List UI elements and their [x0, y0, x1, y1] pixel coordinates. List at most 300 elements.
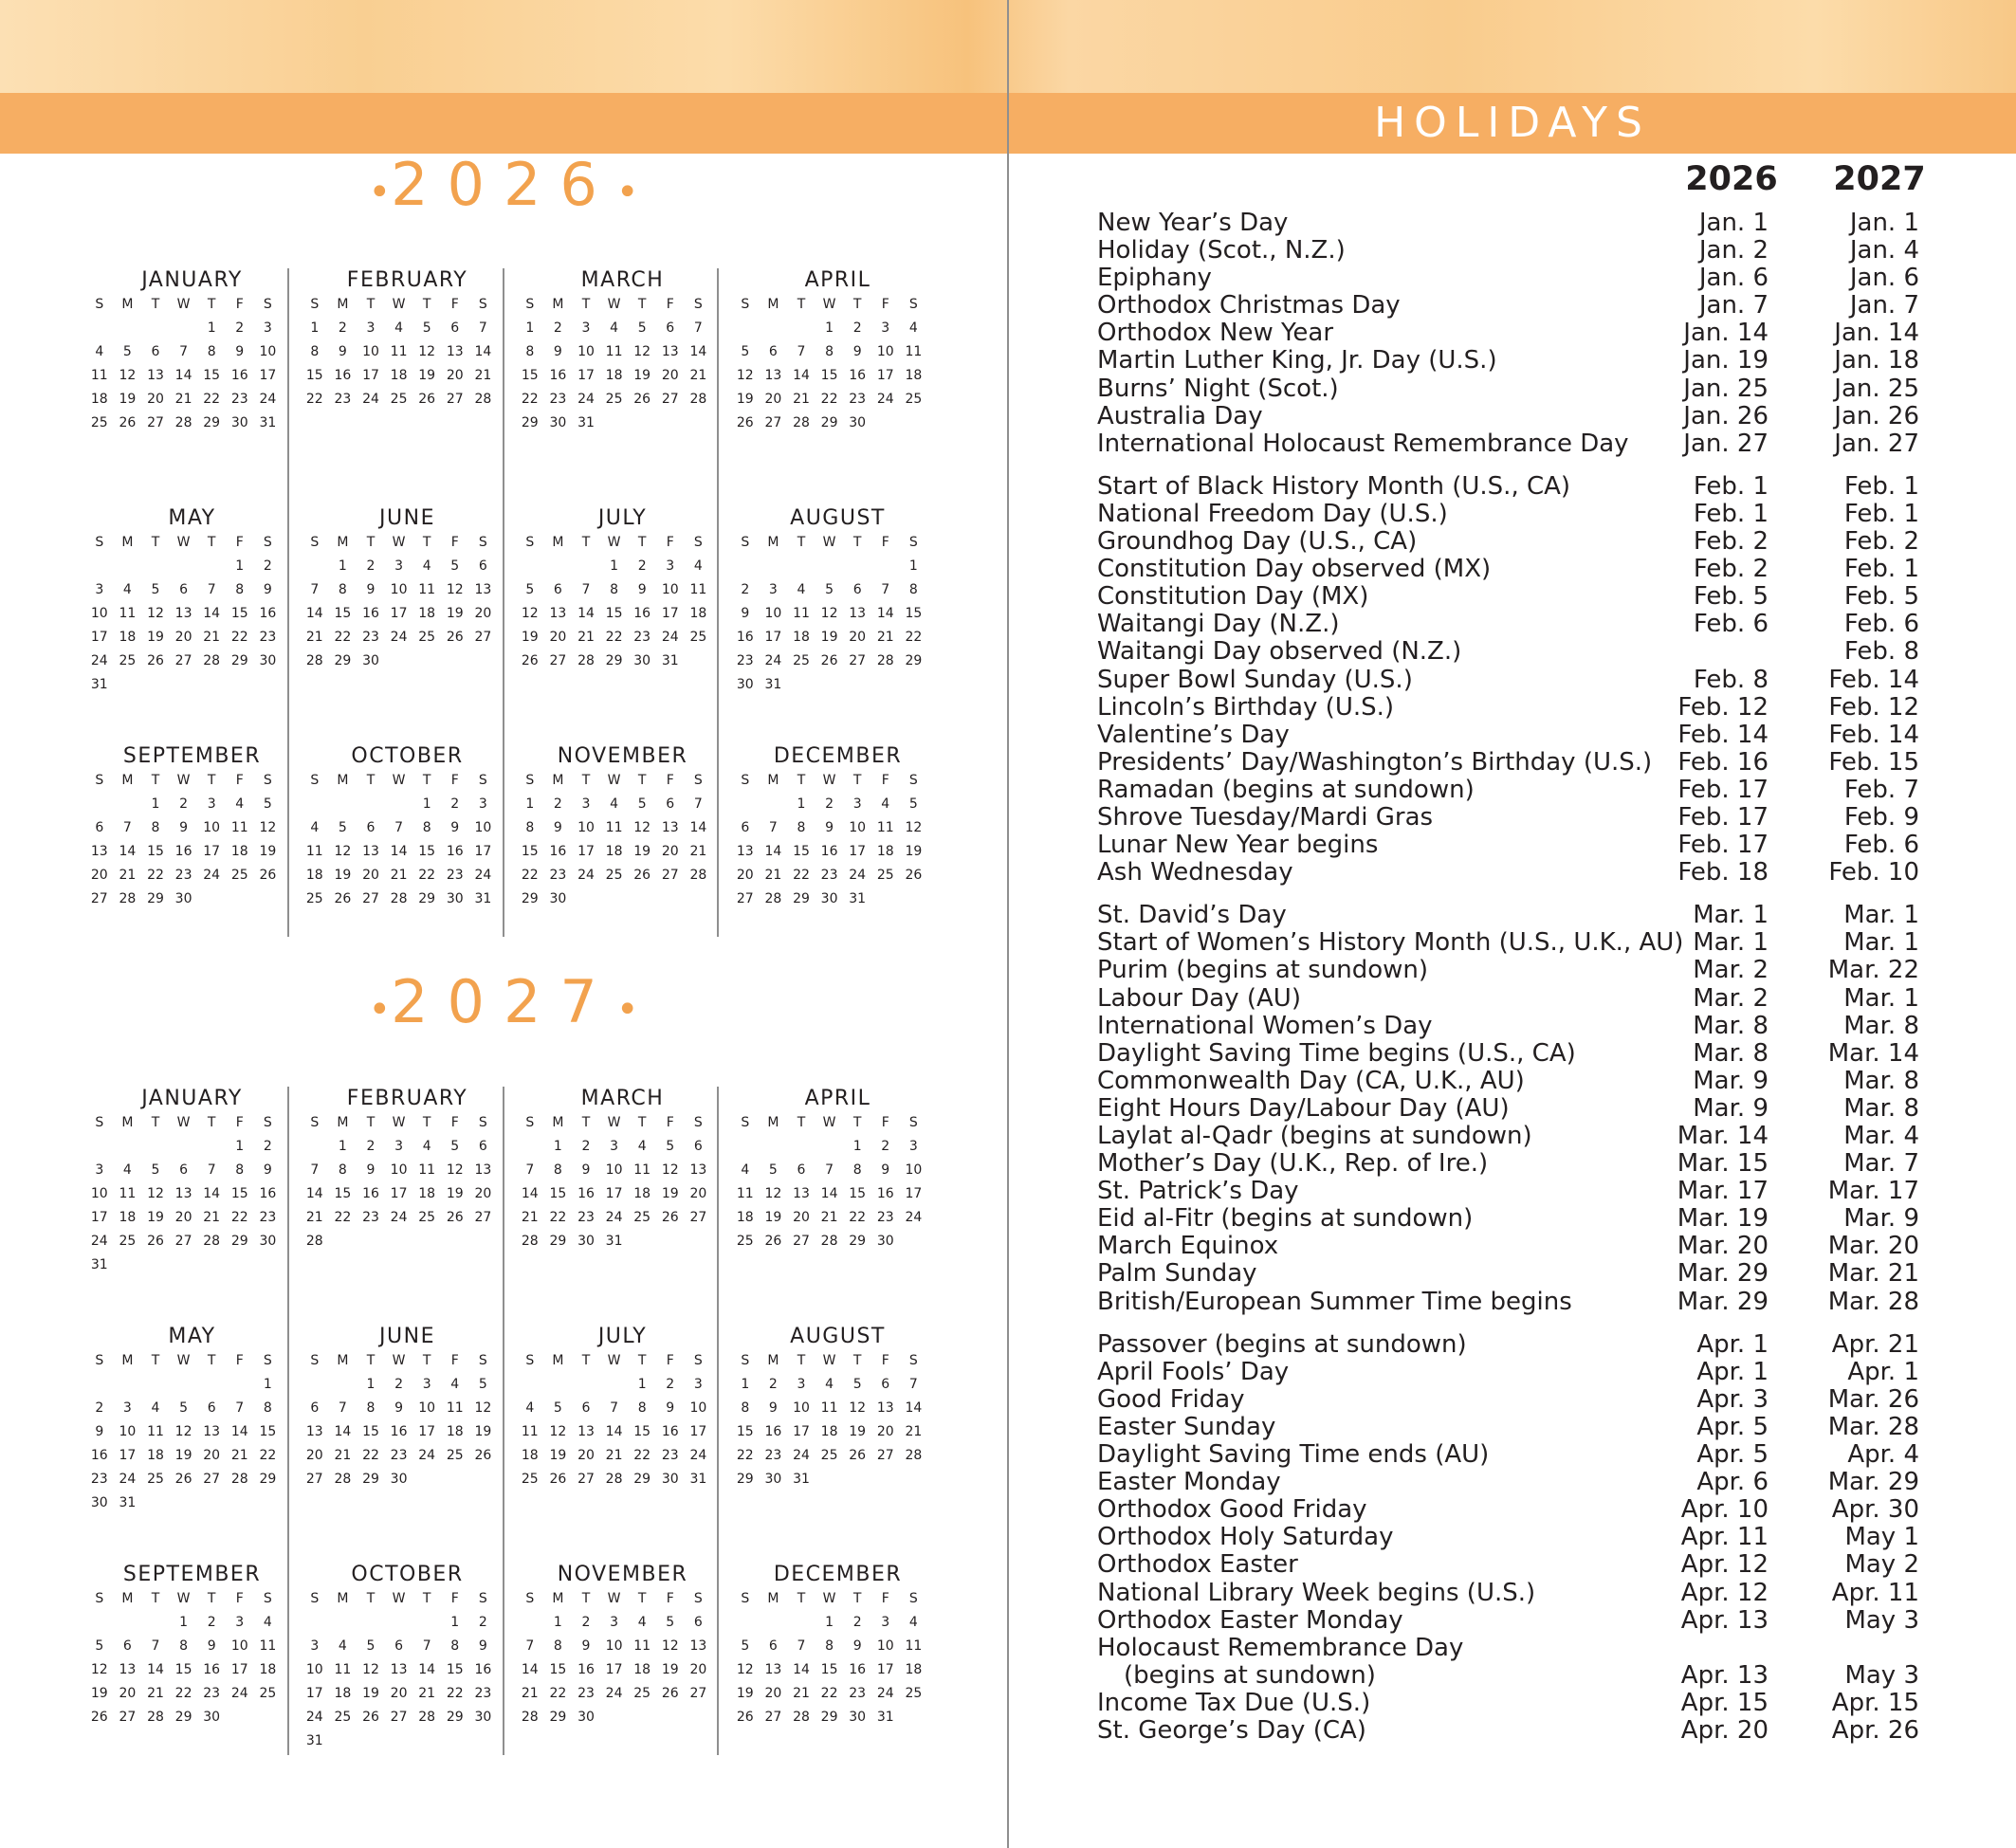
day-cell	[600, 1706, 629, 1729]
day-cell: 4	[338, 1638, 347, 1654]
day-cell: 28	[305, 653, 323, 668]
week-row	[301, 840, 514, 864]
day-cell: 15	[334, 606, 352, 621]
weekday-label: S	[310, 1353, 320, 1368]
day-cell: 27	[764, 1710, 782, 1725]
day-cell: 7	[797, 344, 806, 359]
day-cell	[114, 317, 142, 340]
day-cell	[301, 1373, 329, 1397]
weekday-label: F	[666, 1591, 674, 1606]
day-cell	[572, 887, 600, 911]
day-cell: 29	[203, 415, 221, 430]
day-cell: 2	[553, 320, 562, 336]
weekday-label: M	[767, 297, 779, 312]
year-label: 2027	[391, 967, 616, 1036]
holiday-date-2026: Mar. 8	[1693, 1038, 1769, 1068]
day-cell: 11	[820, 1400, 838, 1416]
holiday-date-2026: Apr. 1	[1696, 1329, 1769, 1359]
day-cell: 19	[362, 1686, 379, 1701]
day-cell: 13	[736, 844, 754, 859]
day-cell: 13	[689, 1162, 707, 1178]
week-row	[731, 793, 944, 816]
week-row	[301, 317, 514, 340]
day-cell: 27	[174, 653, 192, 668]
day-cell: 11	[905, 1638, 923, 1654]
day-cell	[357, 1611, 385, 1635]
week-row	[301, 340, 514, 364]
day-cell	[516, 555, 544, 578]
day-cell: 9	[666, 1400, 675, 1416]
day-cell	[114, 1253, 142, 1277]
day-cell: 4	[693, 558, 703, 574]
weekday-label: W	[607, 1591, 621, 1606]
month-july	[516, 1325, 729, 1491]
day-cell: 19	[661, 1662, 679, 1677]
day-cell: 1	[263, 1377, 272, 1392]
holiday-date-2027: Jan. 4	[1849, 236, 1919, 265]
day-cell: 9	[366, 1162, 376, 1178]
holiday-date-2026: Feb. 1	[1693, 471, 1769, 501]
day-cell	[787, 1135, 816, 1159]
week-row	[85, 1206, 299, 1230]
day-cell: 30	[549, 891, 567, 906]
day-cell: 27	[849, 653, 867, 668]
day-cell	[572, 1373, 600, 1397]
week-row	[301, 816, 514, 840]
day-cell: 12	[446, 582, 464, 597]
weekday-label: S	[525, 297, 535, 312]
week-row	[85, 1682, 299, 1706]
holiday-name: Presidents’ Day/Washington’s Birthday (U.S.)	[1097, 747, 1653, 777]
week-row	[85, 1135, 299, 1159]
day-cell: 18	[905, 368, 923, 383]
day-cell	[685, 650, 713, 673]
day-cell	[329, 1230, 357, 1253]
weekday-label: F	[450, 297, 459, 312]
day-cell: 6	[122, 1638, 132, 1654]
weekday-label: S	[693, 1115, 703, 1130]
day-cell: 10	[203, 820, 221, 835]
day-cell: 19	[849, 1424, 867, 1439]
day-cell: 29	[521, 891, 539, 906]
day-cell: 24	[605, 1210, 623, 1225]
holiday-date-2027: May 1	[1844, 1523, 1919, 1552]
day-cell: 18	[736, 1210, 754, 1225]
holiday-date-2027: Mar. 28	[1827, 1412, 1919, 1441]
day-cell: 8	[179, 1638, 189, 1654]
day-cell: 12	[418, 344, 436, 359]
day-cell	[85, 317, 114, 340]
week-row	[516, 364, 729, 388]
month-march	[516, 1087, 729, 1253]
weekday-label: T	[637, 1591, 647, 1606]
holiday-row	[1097, 1386, 1951, 1414]
week-row	[301, 1658, 514, 1682]
holiday-row	[1097, 1469, 1951, 1496]
day-cell: 24	[577, 868, 595, 883]
holiday-row	[1097, 1635, 1951, 1662]
weekday-label: S	[525, 1353, 535, 1368]
month-december	[731, 744, 944, 911]
day-cell: 17	[474, 844, 492, 859]
holiday-row	[1097, 1205, 1951, 1233]
day-cell: 30	[259, 1234, 277, 1249]
week-row	[85, 602, 299, 626]
day-cell: 15	[605, 606, 623, 621]
weekday-header	[731, 1349, 944, 1373]
holiday-row	[1097, 1123, 1951, 1150]
week-row	[301, 1159, 514, 1182]
week-row	[85, 864, 299, 887]
day-cell: 29	[849, 1234, 867, 1249]
day-cell: 15	[305, 368, 323, 383]
weekday-label: T	[852, 297, 862, 312]
month-april	[731, 1087, 944, 1253]
day-cell: 1	[525, 796, 535, 812]
day-cell: 29	[905, 653, 923, 668]
day-cell	[731, 555, 760, 578]
day-cell: 28	[174, 415, 192, 430]
weekday-label: S	[95, 1591, 104, 1606]
day-cell: 24	[577, 392, 595, 407]
day-cell	[85, 555, 114, 578]
holiday-list	[1097, 210, 1951, 1760]
day-cell: 5	[525, 582, 535, 597]
week-row	[301, 1397, 514, 1420]
day-cell: 21	[605, 1448, 623, 1463]
day-cell: 2	[881, 1139, 890, 1154]
day-cell: 5	[553, 1400, 562, 1416]
day-cell: 1	[366, 1377, 376, 1392]
day-cell: 23	[362, 630, 379, 645]
day-cell: 18	[90, 392, 108, 407]
holidays-title: HOLIDAYS	[1374, 99, 1651, 147]
day-cell	[385, 793, 413, 816]
day-cell	[85, 793, 114, 816]
holiday-date-2026: Jan. 1	[1698, 209, 1769, 237]
day-cell: 18	[418, 606, 436, 621]
day-cell: 7	[310, 582, 320, 597]
holiday-row	[1097, 1414, 1951, 1441]
day-cell: 26	[334, 891, 352, 906]
week-row	[85, 388, 299, 412]
day-cell: 11	[305, 844, 323, 859]
day-cell: 5	[338, 820, 347, 835]
weekday-label: T	[637, 1353, 647, 1368]
day-cell: 26	[446, 630, 464, 645]
day-cell: 9	[637, 582, 647, 597]
day-cell: 28	[764, 891, 782, 906]
weekday-label: F	[235, 535, 244, 550]
holiday-name: Orthodox Easter	[1097, 1550, 1298, 1580]
day-cell: 28	[605, 1472, 623, 1487]
day-cell: 29	[259, 1472, 277, 1487]
day-cell: 10	[577, 344, 595, 359]
weekday-label: M	[121, 535, 134, 550]
day-cell	[141, 1373, 170, 1397]
weekday-label: S	[310, 297, 320, 312]
holiday-date-2027: Mar. 17	[1827, 1177, 1919, 1206]
holiday-row	[1097, 583, 1951, 611]
week-row	[301, 650, 514, 673]
holiday-date-2026: Jan. 7	[1698, 291, 1769, 320]
day-cell: 3	[610, 1139, 619, 1154]
day-cell: 30	[446, 891, 464, 906]
day-cell	[254, 673, 283, 697]
weekday-label: S	[95, 1115, 104, 1130]
day-cell	[628, 887, 656, 911]
day-cell: 28	[203, 653, 221, 668]
day-cell: 1	[235, 1139, 245, 1154]
day-cell: 11	[876, 820, 894, 835]
day-cell	[516, 1611, 544, 1635]
day-cell: 23	[633, 630, 651, 645]
month-january	[85, 1087, 299, 1277]
holiday-row	[1097, 804, 1951, 832]
day-cell	[85, 1373, 114, 1397]
day-cell: 3	[207, 796, 216, 812]
day-cell: 7	[179, 344, 189, 359]
day-cell: 25	[876, 868, 894, 883]
day-cell: 1	[179, 1615, 189, 1630]
day-cell: 19	[174, 1448, 192, 1463]
holiday-name: Palm Sunday	[1097, 1259, 1257, 1289]
day-cell: 10	[849, 820, 867, 835]
year-title-2026	[0, 150, 1007, 219]
holiday-name: Shrove Tuesday/Mardi Gras	[1097, 802, 1434, 832]
day-cell	[656, 1230, 685, 1253]
day-cell: 3	[422, 1377, 431, 1392]
holiday-name: Purim (begins at sundown)	[1097, 956, 1429, 985]
day-cell: 24	[203, 868, 221, 883]
day-cell: 29	[736, 1472, 754, 1487]
day-cell: 4	[741, 1162, 750, 1178]
holiday-name: Valentine’s Day	[1097, 720, 1290, 749]
weekday-label: T	[581, 535, 591, 550]
holiday-row	[1097, 528, 1951, 556]
day-cell: 20	[661, 368, 679, 383]
holiday-group	[1097, 210, 1951, 458]
day-cell: 23	[849, 392, 867, 407]
month-name: MARCH	[580, 1087, 665, 1110]
day-cell: 13	[305, 1424, 323, 1439]
day-cell: 30	[474, 1710, 492, 1725]
holiday-name: Holiday (Scot., N.Z.)	[1097, 236, 1346, 265]
weekday-label: S	[310, 1115, 320, 1130]
day-cell: 4	[881, 796, 890, 812]
day-cell: 14	[305, 1186, 323, 1201]
day-cell: 6	[693, 1615, 703, 1630]
week-row	[85, 673, 299, 697]
weekday-header	[301, 531, 514, 555]
day-cell: 22	[820, 392, 838, 407]
holiday-name: Commonwealth Day (CA, U.K., AU)	[1097, 1066, 1525, 1095]
weekday-label: W	[176, 1591, 191, 1606]
day-cell: 29	[633, 1472, 651, 1487]
week-row	[85, 1706, 299, 1729]
weekday-label: T	[637, 773, 647, 788]
day-cell	[685, 1706, 713, 1729]
day-cell: 13	[203, 1424, 221, 1439]
holiday-name: International Holocaust Remembrance Day	[1097, 429, 1629, 458]
holiday-row	[1097, 638, 1951, 666]
day-cell: 8	[553, 1162, 562, 1178]
day-cell: 6	[666, 796, 675, 812]
day-cell: 10	[362, 344, 379, 359]
holiday-date-2026: Apr. 6	[1696, 1468, 1769, 1497]
month-june	[301, 1325, 514, 1491]
day-cell	[226, 887, 254, 911]
day-cell: 28	[793, 415, 810, 430]
day-cell: 19	[633, 844, 651, 859]
month-june	[301, 506, 514, 673]
day-cell: 8	[610, 582, 619, 597]
day-cell: 20	[736, 868, 754, 883]
week-row	[731, 317, 944, 340]
day-cell: 26	[661, 1210, 679, 1225]
week-row	[516, 887, 729, 911]
weekday-label: T	[366, 773, 376, 788]
day-cell: 18	[521, 1448, 539, 1463]
day-cell: 27	[793, 1234, 810, 1249]
week-row	[731, 340, 944, 364]
day-cell: 12	[147, 606, 164, 621]
weekday-label: T	[422, 1353, 431, 1368]
week-row	[301, 1444, 514, 1468]
day-cell: 3	[366, 320, 376, 336]
day-cell: 31	[90, 1257, 108, 1272]
holiday-row	[1097, 1331, 1951, 1359]
holiday-row	[1097, 1580, 1951, 1607]
holiday-name: Start of Black History Month (U.S., CA)	[1097, 471, 1571, 501]
week-row	[516, 388, 729, 412]
day-cell: 28	[577, 653, 595, 668]
day-cell: 12	[147, 1186, 164, 1201]
holiday-name: Lunar New Year begins	[1097, 831, 1379, 860]
day-cell: 2	[478, 1615, 487, 1630]
day-cell	[600, 1373, 629, 1397]
day-cell: 6	[666, 320, 675, 336]
day-cell: 15	[820, 1662, 838, 1677]
holiday-name: Income Tax Due (U.S.)	[1097, 1688, 1371, 1717]
day-cell: 22	[905, 630, 923, 645]
weekday-label: T	[151, 1591, 160, 1606]
day-cell: 21	[577, 630, 595, 645]
day-cell: 15	[521, 368, 539, 383]
day-cell: 18	[689, 606, 707, 621]
day-cell: 14	[147, 1662, 164, 1677]
day-cell: 6	[478, 558, 487, 574]
day-cell: 12	[521, 606, 539, 621]
holiday-date-2026: Mar. 2	[1693, 983, 1769, 1013]
holiday-date-2027: Jan. 6	[1849, 264, 1919, 293]
weekday-label: M	[552, 535, 564, 550]
day-cell: 26	[362, 1710, 379, 1725]
day-cell: 2	[263, 1139, 272, 1154]
day-cell	[385, 650, 413, 673]
week-row	[85, 887, 299, 911]
holiday-date-2026: Jan. 14	[1683, 319, 1769, 348]
day-cell: 24	[689, 1448, 707, 1463]
day-cell	[656, 412, 685, 435]
day-cell	[141, 1611, 170, 1635]
day-cell: 8	[338, 582, 347, 597]
day-cell: 1	[235, 558, 245, 574]
day-cell: 13	[689, 1638, 707, 1654]
day-cell: 19	[549, 1448, 567, 1463]
day-cell: 11	[418, 582, 436, 597]
day-cell: 15	[549, 1186, 567, 1201]
weekday-label: T	[797, 1591, 806, 1606]
holiday-date-2027: Mar. 7	[1843, 1149, 1919, 1179]
day-cell	[628, 1706, 656, 1729]
day-cell: 11	[633, 1162, 651, 1178]
day-cell: 6	[693, 1139, 703, 1154]
day-cell: 26	[147, 1234, 164, 1249]
day-cell: 10	[905, 1162, 923, 1178]
day-cell	[226, 1491, 254, 1515]
day-cell: 26	[820, 653, 838, 668]
day-cell: 28	[521, 1710, 539, 1725]
holiday-name: Daylight Saving Time begins (U.S., CA)	[1097, 1038, 1576, 1068]
day-cell: 30	[549, 415, 567, 430]
day-cell: 14	[174, 368, 192, 383]
week-row	[731, 864, 944, 887]
day-cell: 3	[610, 1615, 619, 1630]
day-cell: 25	[119, 653, 137, 668]
day-cell	[329, 1611, 357, 1635]
day-cell: 16	[764, 1424, 782, 1439]
day-cell: 16	[174, 844, 192, 859]
day-cell: 6	[310, 1400, 320, 1416]
weekday-label: W	[822, 535, 836, 550]
day-cell: 25	[147, 1472, 164, 1487]
day-cell: 2	[235, 320, 245, 336]
day-cell: 13	[661, 820, 679, 835]
holiday-date-2027: Mar. 4	[1843, 1122, 1919, 1150]
month-name: NOVEMBER	[557, 1563, 688, 1586]
week-row	[516, 650, 729, 673]
weekday-label: F	[666, 1353, 674, 1368]
month-name: FEBRUARY	[346, 268, 468, 292]
day-cell: 9	[394, 1400, 404, 1416]
day-cell: 27	[119, 1710, 137, 1725]
holiday-name: British/European Summer Time begins	[1097, 1287, 1572, 1316]
day-cell: 10	[605, 1162, 623, 1178]
day-cell: 26	[521, 653, 539, 668]
day-cell: 25	[418, 630, 436, 645]
week-row	[301, 1135, 514, 1159]
week-row	[516, 1420, 729, 1444]
bullet-icon: •	[615, 988, 639, 1032]
day-cell: 13	[849, 606, 867, 621]
day-cell: 4	[422, 558, 431, 574]
day-cell: 7	[610, 1400, 619, 1416]
day-cell: 22	[849, 1210, 867, 1225]
weekday-label: M	[552, 1353, 564, 1368]
day-cell: 16	[849, 368, 867, 383]
month-name: MAY	[168, 1325, 216, 1348]
holiday-date-2026: Feb. 2	[1693, 555, 1769, 584]
day-cell: 15	[418, 844, 436, 859]
day-cell: 2	[95, 1400, 104, 1416]
weekday-label: T	[852, 535, 862, 550]
holiday-name: Australia Day	[1097, 401, 1263, 430]
day-cell: 26	[147, 653, 164, 668]
holiday-date-2027: Feb. 10	[1828, 858, 1919, 887]
day-cell: 27	[876, 1448, 894, 1463]
week-row	[516, 578, 729, 602]
